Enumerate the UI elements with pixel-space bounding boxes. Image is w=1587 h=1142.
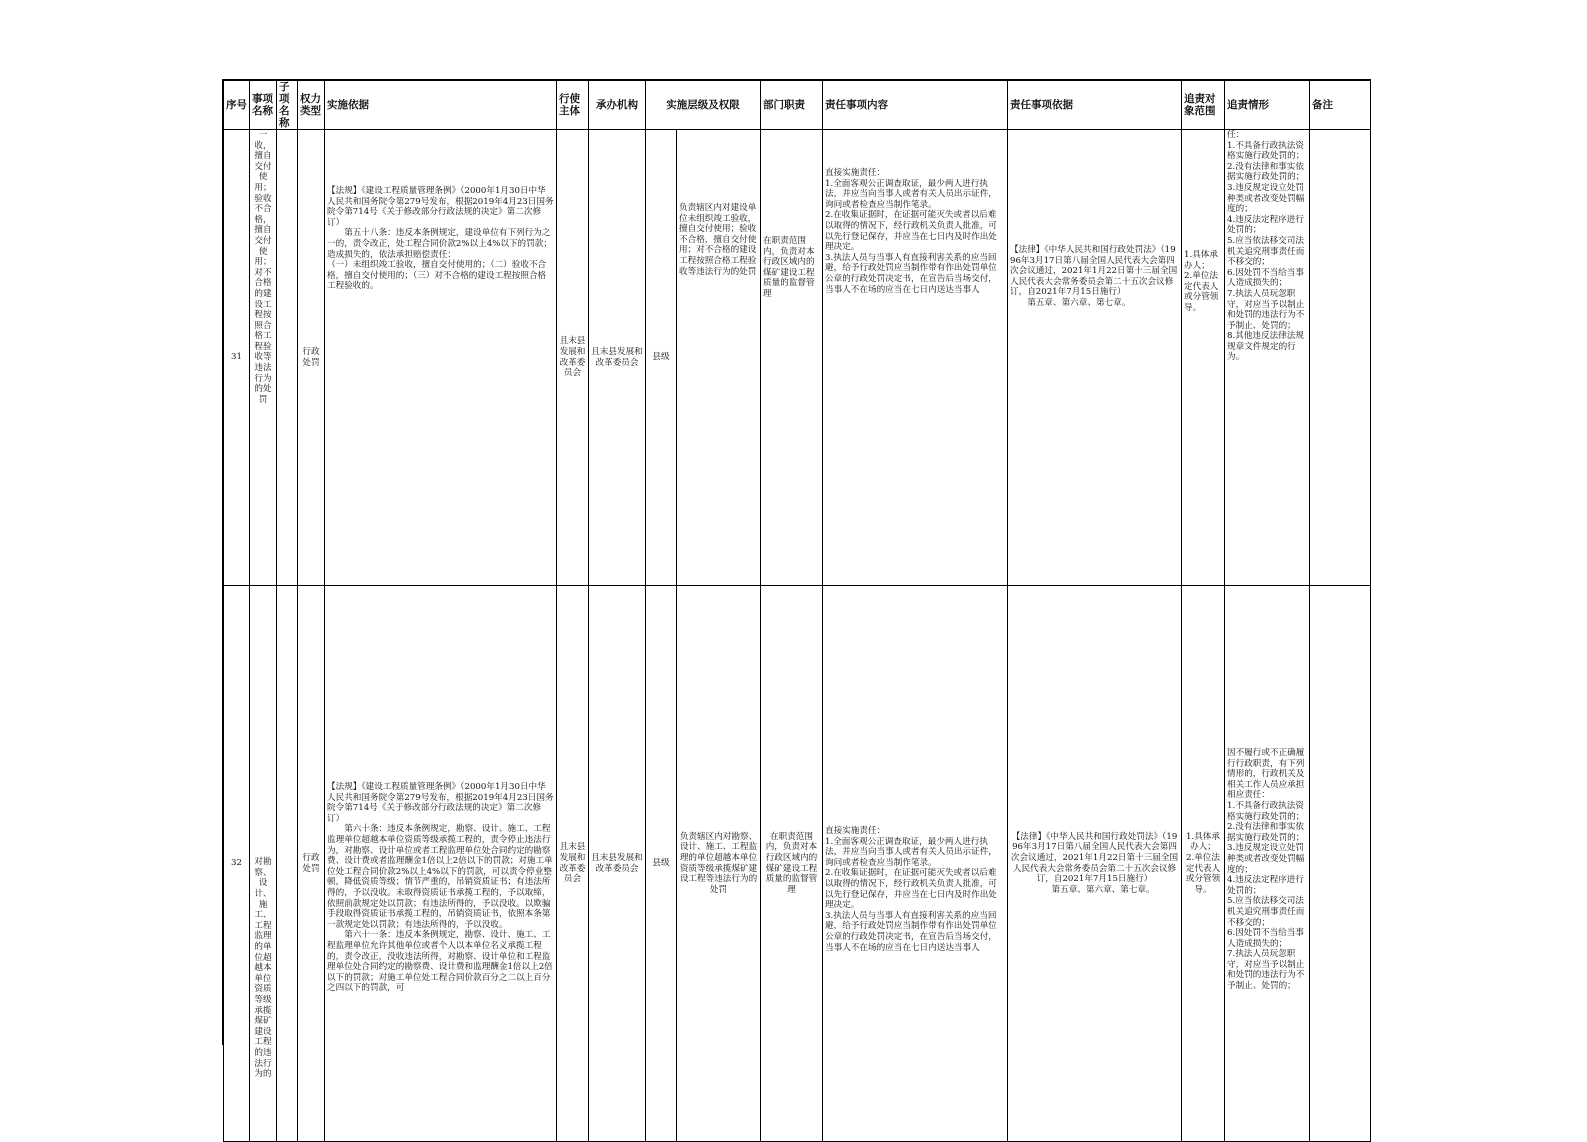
header-remarks: 备注 [1310,81,1371,130]
header-seq: 序号 [224,81,250,130]
row-duty [761,130,823,586]
row-resp-content-text: 直接实施责任： 1.全面客观公正调查取证，最少两人进行执法，并应当向当事人或者有关人员出示证件，询问或者检查应当制作笔录。 2.在收集证据时，在证据可能灭失或者以后难以取得的情况下，经行政机关负责人批准，可以先行登记保存，并应当在七日内及时作出处理决定。 3.执法人员与当事人有直接利害关系的应当回避，给予行政处罚应当制作带有作出处罚单位公章的行政处罚决定书，在宣告后当场交付，当事人不在场的应当在七日内送达当事人 [825,826,997,953]
document-sheet [222,79,1371,1080]
row-resp-content [823,586,1008,1142]
row-scope: 1.具体承办人； 2.单位法定代表人或分管领导。 [1182,586,1225,1142]
row-duty-text: 在职责范围内，负责对本行政区域内的煤矿建设工程质量的监督管理 [763,236,815,299]
header-sub: 子项名称 [277,81,298,130]
responsibility-table [223,80,1371,1142]
row-circumstances [1225,586,1310,1142]
row-resp-basis [1008,130,1182,586]
row-name [250,130,277,586]
table-row [224,586,1371,1142]
row-level-b [677,130,761,586]
row-resp-basis-text: 【法律】《中华人民共和国行政处罚法》（1996年3月17日第八届全国人民代表大会第四次会议通过，2021年1月22日第十三届全国人民代表大会常务委员会第二十五次会议修订，自2021年7月15日施行） 第五章、第六章、第七章。 [1010,245,1178,308]
row-level-b: 负责辖区内对勘察、设计、施工、工程监理的单位超越本单位资质等级承揽煤矿建设工程等违法行为的处罚 [677,586,761,1142]
header-name: 事项名称 [250,81,277,130]
row-power-type: 行政处罚 [298,130,325,586]
row-circumstances [1225,130,1310,586]
row-basis [325,130,557,586]
row-sub [277,586,298,1142]
row-level-b-text: 负责辖区内对建设单位未组织竣工验收，擅自交付使用；验收不合格，擅自交付使用；对不合格的建设工程按照合格工程验收等违法行为的处罚 [679,203,757,277]
row-duty: 在职责范围内，负责对本行政区域内的煤矿建设工程质量的监督管理 [761,586,823,1142]
row-basis [325,586,557,1142]
table-row [224,130,1371,586]
row-scope-text: 1.具体承办人； 2.单位法定代表人或分管领导。 [1184,250,1219,313]
header-agency: 承办机构 [589,81,646,130]
row-level-a: 县级 [646,130,677,586]
header-scope: 追责对象范围 [1182,81,1225,130]
header-power-type: 权力类型 [298,81,325,130]
row-sub [277,130,298,586]
row-circumstances-text: 任： 1.不具备行政执法资格实施行政处罚的； 2.没有法律和事实依据实施行政处罚的； 3.违反规定设立处罚种类或者改变处罚幅度的； 4.违反法定程序进行处罚的； 5.应当依法移交司法机关追究刑事责任而不移交的； 6.因处罚不当给当事人造成损失的； 7.执法人员玩忽职守，对应当予以制止和处罚的违法行为不予制止、处罚的； 8.其他违反法律法规规章文件规定的行为。 [1227,130,1305,363]
header-circumstances: 追责情形 [1225,81,1310,130]
row-level-a: 县级 [646,586,677,1142]
header-basis: 实施依据 [325,81,557,130]
header-resp-content: 责任事项内容 [823,81,1008,130]
row-basis-text: 【法规】《建设工程质量管理条例》（2000年1月30日中华人民共和国务院令第279号发布，根据2019年4月23日国务院令第714号《关于修改部分行政法规的决定》第二次修订） 第五十八条：违反本条例规定，建设单位有下列行为之一的，责令改正，处工程合同价款2%以上4%以下的罚款；造成损失的，依法承担赔偿责任： （一）未组织竣工验收，擅自交付使用的；（二）验收不合格，擅自交付使用的；（三）对不合格的建设工程按照合格工程验收的。 [327,186,554,292]
row-scope [1182,130,1225,586]
header-resp-basis: 责任事项依据 [1008,81,1182,130]
row-agency: 且末县发展和改革委员会 [589,586,646,1142]
header-duty: 部门职责 [761,81,823,130]
row-name-text: 对勘察、设计、施工、工程监理的单位超越本单位资质等级承揽煤矿建设工程的违法行为的 [254,857,272,1080]
header-row [224,81,1371,130]
row-seq: 31 [224,130,250,586]
header-subject: 行使主体 [557,81,589,130]
row-power-type: 行政处罚 [298,586,325,1142]
row-subject: 且末县发展和改革委员会 [557,130,589,586]
row-resp-content [823,130,1008,586]
row-circumstances-text: 因不履行或不正确履行行政职责，有下列情形的，行政机关及相关工作人员应承担相应责任： 1.不具备行政执法资格实施行政处罚的； 2.没有法律和事实依据实施行政处罚的； 3.违反规定设立处罚种类或者改变处罚幅度的； 4.违反法定程序进行处罚的； 5.应当依法移交司法机关追究刑事责任而不移交的； 6.因处罚不当给当事人造成损失的； 7.执法人员玩忽职守，对应当予以制止和处罚的违法行为不予制止、处罚的； [1227,748,1305,992]
row-subject: 且末县发展和改革委员会 [557,586,589,1142]
row-remarks [1310,130,1371,586]
row-name [250,586,277,1142]
row-seq: 32 [224,586,250,1142]
row-remarks [1310,586,1371,1142]
row-basis-text: 【法规】《建设工程质量管理条例》（2000年1月30日中华人民共和国务院令第279号发布，根据2019年4月23日国务院令第714号《关于修改部分行政法规的决定》第二次修订） 第六十条：违反本条例规定，勘察、设计、施工、工程监理单位超越本单位资质等级承揽工程的，责令停止违法行为，对勘察、设计单位或者工程监理单位处合同约定的勘察费、设计费或者监理酬金1倍以上2倍以下的罚款；对施工单位处工程合同价款2%以上4%以下的罚款，可以责令停业整顿，降低资质等级；情节严重的，吊销资质证书；有违法所得的，予以没收。未取得资质证书承揽工程的，予以取缔，依照前款规定处以罚款；有违法所得的，予以没收。以欺骗手段取得资质证书承揽工程的，吊销资质证书，依照本条第一款规定处以罚款；有违法所得的，予以没收。 第六十一条：违反本条例规定，勘察、设计、施工、工程监理单位允许其他单位或者个人以本单位名义承揽工程的，责令改正，没收违法所得，对勘察、设计单位和工程监理单位处合同约定的勘察费、设计费和监理酬金1倍以上2倍以下的罚款；对施工单位处工程合同价款百分之二以上百分之四以下的罚款，可 [327,782,554,994]
row-agency: 且末县发展和改革委员会 [589,130,646,586]
header-level: 实施层级及权限 [646,81,761,130]
row-resp-basis: 【法律】《中华人民共和国行政处罚法》（1996年3月17日第八届全国人民代表大会第四次会议通过，2021年1月22日第十三届全国人民代表大会常务委员会第二十五次会议修订，自2021年7月15日施行） 第五章、第六章、第七章。 [1008,586,1182,1142]
row-name-text: 一收，擅自交付使用；验收不合格，擅自交付使用；对不合格的建设工程按照合格工程验收等违法行为的处罚 [254,130,272,405]
row-resp-content-text: 直接实施责任： 1.全面客观公正调查取证，最少两人进行执法，并应当向当事人或者有关人员出示证件，询问或者检查应当制作笔录。 2.在收集证据时，在证据可能灭失或者以后难以取得的情况下，经行政机关负责人批准，可以先行登记保存，并应当在七日内及时作出处理决定。 3.执法人员与当事人有直接利害关系的应当回避，给予行政处罚应当制作带有作出处罚单位公章的行政处罚决定书，在宣告后当场交付，当事人不在场的应当在七日内送达当事人 [825,168,997,295]
